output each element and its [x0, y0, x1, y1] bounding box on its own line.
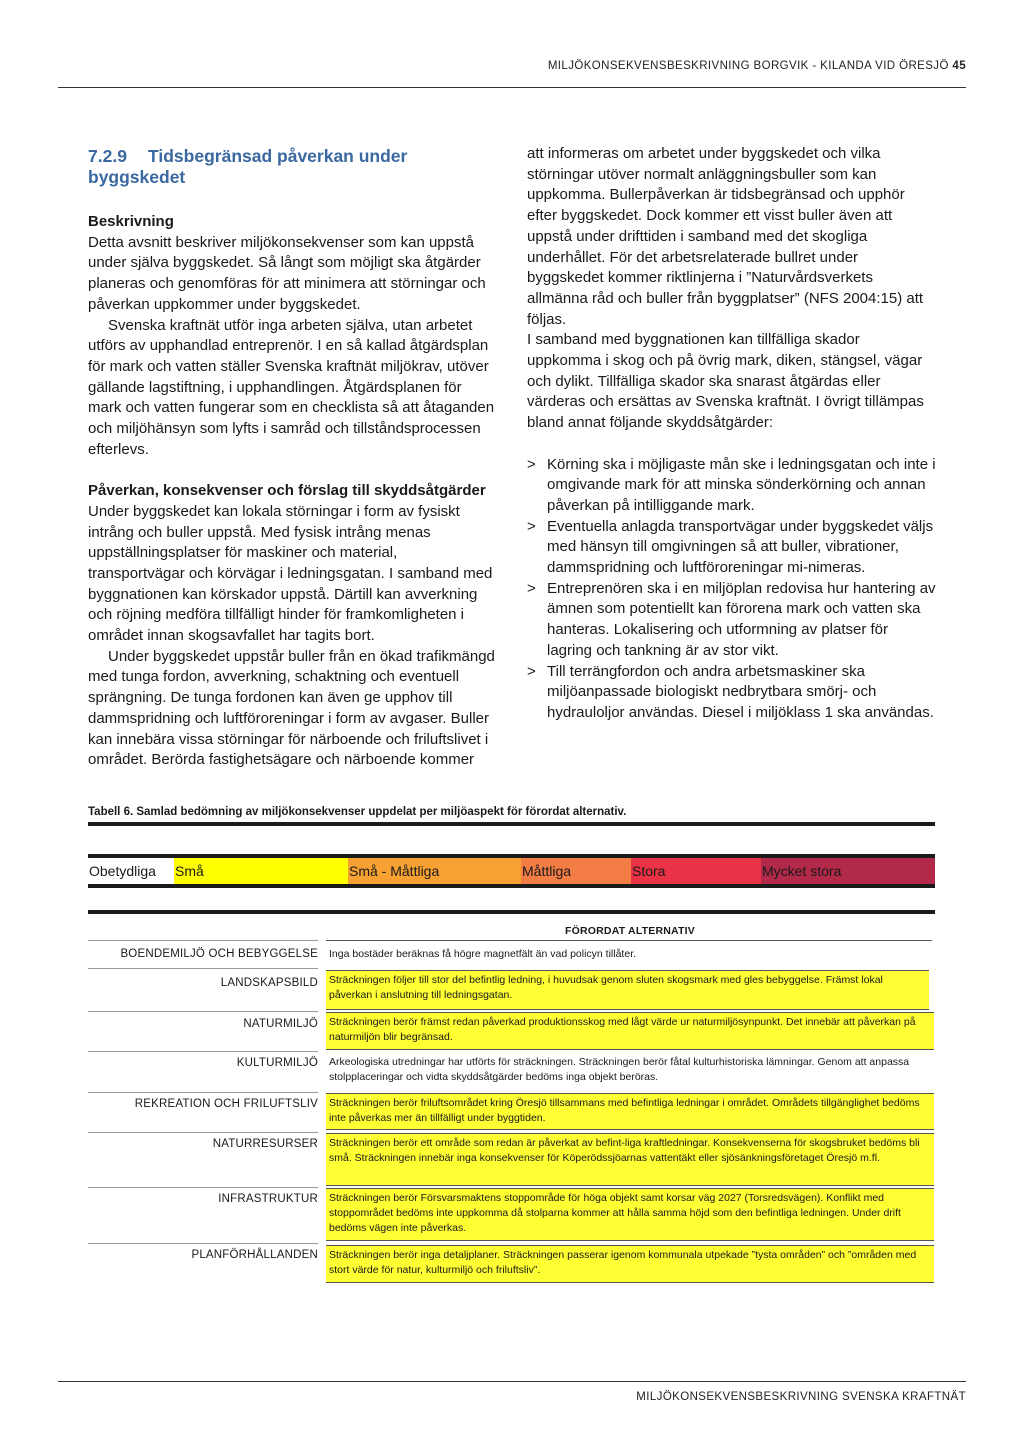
- scale-mattliga: Måttliga: [521, 858, 631, 884]
- list-item: > Entreprenören ska i en miljöplan redovisa hur hantering av ämnen som potentiellt kan förorena mark och vatten ska hanteras. Lokalisering och utformning av platser för lagring och tankning är av stor vikt.: [527, 579, 937, 662]
- section-title-line1: Tidsbegränsad påverkan under: [148, 146, 408, 166]
- paragraph: Under byggskedet uppstår buller från en ökad trafikmängd med tunga fordon, avverkning, schaktning och eventuell sprängning. De tunga fordonen kan även ge upphov till dammspridning och luftföroreningar i form av avgaser. Buller kan innebära vissa störningar för närboende och friluftslivet i området. Berörda fastighetsägare och närboende kommer: [88, 647, 495, 769]
- impact-scale: [88, 858, 935, 884]
- list-item: > Till terrängfordon och andra arbetsmaskiner ska miljöanpassade biologiskt nedbrytbara smörj- och hydrauloljor användas. Diesel i miljöklass 1 ska användas.: [527, 662, 937, 724]
- scale-obetydliga: Obetydliga: [88, 858, 174, 884]
- row-separator: [88, 1132, 318, 1133]
- scale-sma: Små: [174, 858, 348, 884]
- scale-sma-mattliga: Små - Måttliga: [348, 858, 521, 884]
- header-rule: [58, 87, 966, 88]
- table-header-bar: [88, 910, 935, 914]
- list-item: > Körning ska i möjligaste mån ske i ledningsgatan och inte i omgivande mark för att minska sönderkörning och annan påverkan på intilliggande mark.: [527, 455, 937, 517]
- table-caption: Tabell 6. Samlad bedömning av miljökonsekvenser uppdelat per miljöaspekt för förordat alternativ.: [88, 806, 627, 818]
- right-column: [527, 144, 937, 724]
- column-header: FÖRORDAT ALTERNATIV: [565, 925, 695, 937]
- row-separator: [88, 968, 318, 969]
- section-title: [88, 146, 498, 188]
- header-title: MILJÖKONSEKVENSBESKRIVNING BORGVIK - KILANDA VID ÖRESJÖ: [547, 60, 949, 72]
- heading-paverkan: Påverkan, konsekvenser och förslag till skyddsåtgärder: [88, 482, 486, 500]
- row-label: LANDSKAPSBILD: [220, 977, 318, 989]
- row-label: BOENDEMILJÖ OCH BEBYGGELSE: [120, 948, 318, 960]
- assessment-cell: Sträckningen följer till stor del befintlig ledning, i huvudsak genom sluten skogsmark med gles bebyggelse. Främst lokal påverkan i anslutning till ledningsgatan.: [326, 970, 929, 1010]
- scale-mycket-stora: Mycket stora: [761, 858, 935, 884]
- row-label: NATURRESURSER: [212, 1138, 318, 1150]
- section-number: 7.2.9: [88, 146, 127, 166]
- row-label: KULTURMILJÖ: [236, 1057, 318, 1069]
- section-title-line2: byggskedet: [88, 167, 186, 187]
- assessment-cell: Sträckningen berör Försvarsmaktens stoppområde för höga objekt samt korsar väg 2027 (Torsredsvägen). Konflikt med stoppområdet bedöms inte uppkomma då stolparna kommer att hålla samma höjd som den befintliga ledningen. Under drift bedöms vägen inte påverkas.: [326, 1188, 934, 1241]
- row-label: NATURMILJÖ: [243, 1018, 318, 1030]
- running-footer: MILJÖKONSEKVENSBESKRIVNING SVENSKA KRAFTNÄT: [636, 1391, 966, 1403]
- row-separator: [88, 1092, 318, 1093]
- row-separator: [88, 1011, 318, 1012]
- assessment-cell: Sträckningen berör inga detaljplaner. Sträckningen passerar igenom kommunala utpekade ”tysta områden” och ”områden med stort värde för natur, kulturmiljö och friluftsliv”.: [326, 1245, 934, 1283]
- paragraph: att informeras om arbetet under byggskedet och vilka störningar utöver normalt anläggningsbuller som kan uppkomma. Bullerpåverkan är tidsbegränsad och upphör efter byggskedet. Dock kommer ett visst buller även att uppstå under drifttiden i samband med det skogliga underhållet. För det arbetsrelaterade bullret under byggskedet kommer riktlinjerna i ”Naturvårdsverkets allmänna råd och buller från byggplatser” (NFS 2004:15) att följas.: [527, 145, 924, 328]
- row-separator: [88, 1051, 318, 1052]
- row-separator: [88, 940, 318, 941]
- paragraph: Under byggskedet kan lokala störningar i form av fysiskt intrång och buller uppstå. Med fysisk intrång menas uppställningsplatser för maskiner och material, transportvägar och körvägar i ledningsgatan. I samband med byggnationen kan körskador uppstå. Därtill kan avverkning och röjning medföra tillfälligt hinder för framkomligheten i området innan skogsavfallet har tagits bort.: [88, 502, 493, 645]
- measures-list: [527, 455, 937, 724]
- scale-bottom-bar: [88, 884, 935, 888]
- paragraph: I samband med byggnationen kan tillfälliga skador uppkomma i skog och på övrig mark, diken, stängsel, vägar och dylikt. Tillfälliga skador ska snarast åtgärdas eller värderas och ersättas av Svenska kraftnät. I övrigt tillämpas bland annat följande skyddsåtgärder:: [527, 331, 924, 432]
- footer-rule: [58, 1381, 966, 1382]
- running-header: [548, 60, 966, 72]
- left-column: [88, 146, 498, 771]
- page-number: 45: [952, 60, 966, 72]
- paragraph: Detta avsnitt beskriver miljökonsekvenser som kan uppstå under själva byggskedet. Så långt som möjligt ska åtgärder planeras och genomföras för att minimera att störningar och påverkan uppkommer under byggskedet.: [88, 233, 486, 313]
- assessment-cell: Sträckningen berör friluftsområdet kring Öresjö tillsammans med befintliga ledningar i området. Områdets tillgänglighet bedöms inte påverkas mer än tillfälligt under byggtiden.: [326, 1093, 934, 1130]
- assessment-cell: Arkeologiska utredningar har utförts för sträckningen. Sträckningen berör fåtal kulturhistoriska lämningar. Genom att anpassa stolpplaceringar och vidta skyddsåtgärder bedöms inga objekt beröras.: [326, 1053, 934, 1091]
- row-separator: [88, 1243, 318, 1244]
- paragraph: Svenska kraftnät utför inga arbeten själva, utan arbetet utförs av upphandlad entreprenör. I en så kallad åtgärdsplan för mark och vatten ställer Svenska kraftnät miljökrav, utöver gällande lagstiftning, i upphandlingen. Åtgärdsplanen för mark och vatten fungerar som en checklista så att åtaganden och miljöhänsyn som lyfts i samråd och tillståndsprocessen efterlevs.: [88, 316, 495, 458]
- table-top-bar: [88, 822, 935, 826]
- assessment-cell: Sträckningen berör ett område som redan är påverkat av befint-liga kraftledningar. Konsekvenserna för skogsbruket bedöms bli små. Sträckningen innebär inga konsekvenser för Köperödssjöarnas vattentäkt eller sjösänkningsföretaget Öresjö m.fl.: [326, 1133, 934, 1186]
- row-label: INFRASTRUKTUR: [218, 1193, 318, 1205]
- heading-beskrivning: Beskrivning: [88, 213, 174, 230]
- column-header-rule: [326, 940, 932, 941]
- list-item: > Eventuella anlagda transportvägar under byggskedet väljs med hänsyn till omgivningen så att buller, vibrationer, dammspridning och luftföroreningar mi-nimeras.: [527, 517, 937, 579]
- scale-stora: Stora: [631, 858, 761, 884]
- row-label: PLANFÖRHÅLLANDEN: [191, 1249, 318, 1261]
- assessment-cell: Sträckningen berör främst redan påverkad produktionsskog med lågt värde ur naturmiljösynpunkt. Det innebär att påverkan på naturmiljön blir begränsad.: [326, 1012, 934, 1050]
- assessment-cell: Inga bostäder beräknas få högre magnetfält än vad policyn tillåter.: [326, 945, 934, 967]
- row-label: REKREATION OCH FRILUFTSLIV: [134, 1098, 318, 1110]
- row-separator: [88, 1187, 318, 1188]
